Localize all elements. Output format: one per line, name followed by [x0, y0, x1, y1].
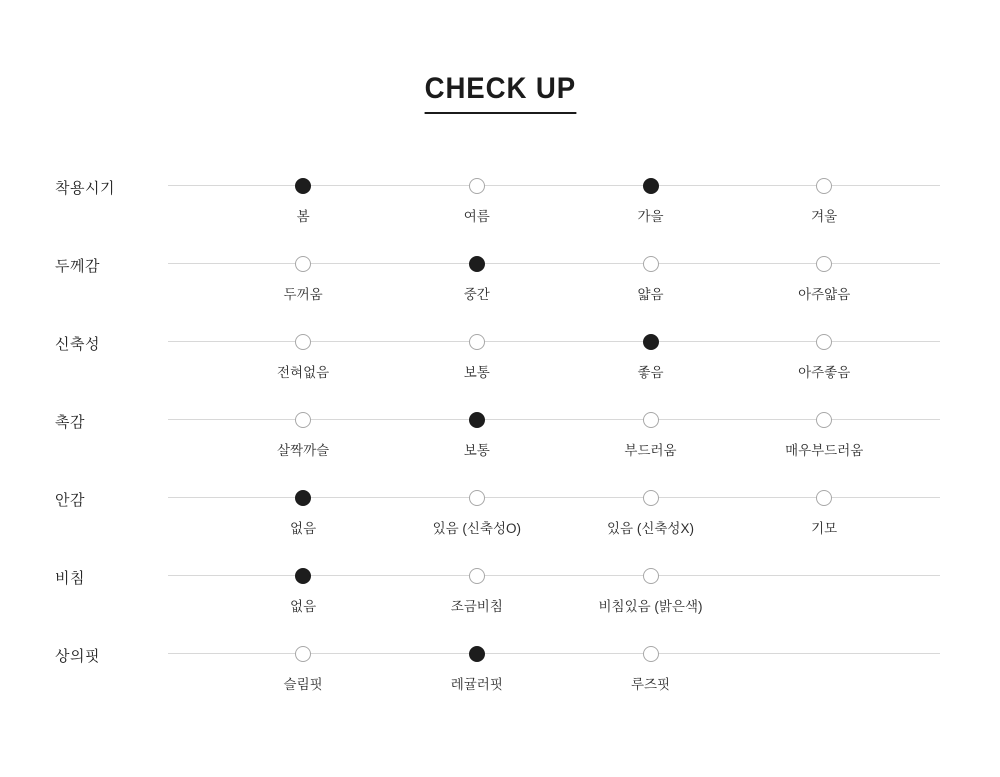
option-item[interactable] — [397, 394, 557, 459]
option-label: 조금비침 — [450, 599, 503, 614]
option-item[interactable] — [571, 628, 731, 693]
option-dot-icon[interactable] — [295, 256, 311, 272]
row-options — [168, 472, 940, 550]
row-label: 안감 — [55, 492, 85, 509]
option-dot-icon[interactable] — [816, 256, 832, 272]
option-item[interactable] — [223, 316, 383, 381]
option-item[interactable] — [744, 394, 904, 459]
option-item[interactable] — [571, 472, 731, 537]
option-label: 없음 — [290, 521, 317, 536]
row-label: 촉감 — [55, 414, 85, 431]
check-up-row — [0, 394, 1000, 472]
row-options — [168, 160, 940, 238]
option-dot-selected-icon[interactable] — [643, 178, 659, 194]
option-label: 매우부드러움 — [785, 443, 864, 458]
option-label: 여름 — [463, 209, 490, 224]
option-label: 가을 — [637, 209, 664, 224]
option-item[interactable] — [571, 316, 731, 381]
option-dot-icon[interactable] — [643, 490, 659, 506]
row-label: 두께감 — [55, 258, 100, 275]
option-label: 봄 — [296, 209, 310, 224]
option-dot-icon[interactable] — [643, 256, 659, 272]
option-dot-icon[interactable] — [469, 568, 485, 584]
row-label: 신축성 — [55, 336, 100, 353]
option-dot-selected-icon[interactable] — [643, 334, 659, 350]
option-dot-icon[interactable] — [295, 412, 311, 428]
option-item[interactable] — [223, 472, 383, 537]
option-item[interactable] — [397, 238, 557, 303]
row-options — [168, 316, 940, 394]
option-item[interactable] — [571, 394, 731, 459]
row-options — [168, 628, 940, 706]
option-item[interactable] — [397, 550, 557, 615]
option-item[interactable] — [744, 316, 904, 381]
option-label: 좋음 — [637, 365, 664, 380]
option-dot-selected-icon[interactable] — [295, 490, 311, 506]
option-item[interactable] — [571, 160, 731, 225]
option-dot-icon[interactable] — [816, 412, 832, 428]
row-label: 상의핏 — [55, 648, 100, 665]
option-label: 레귤러핏 — [450, 677, 503, 692]
row-options — [168, 550, 940, 628]
check-up-rows — [0, 160, 1000, 706]
option-dot-icon[interactable] — [469, 490, 485, 506]
option-label: 겨울 — [811, 209, 838, 224]
check-up-row — [0, 628, 1000, 706]
option-item[interactable] — [744, 160, 904, 225]
option-dot-selected-icon[interactable] — [295, 178, 311, 194]
option-dot-icon[interactable] — [469, 178, 485, 194]
option-label: 중간 — [463, 287, 490, 302]
option-item[interactable] — [744, 472, 904, 537]
option-label: 얇음 — [637, 287, 664, 302]
option-item[interactable] — [223, 550, 383, 615]
check-up-row — [0, 550, 1000, 628]
option-item[interactable] — [223, 238, 383, 303]
option-item[interactable] — [571, 550, 731, 615]
option-dot-icon[interactable] — [643, 568, 659, 584]
check-up-row — [0, 316, 1000, 394]
option-dot-selected-icon[interactable] — [295, 568, 311, 584]
option-item[interactable] — [223, 394, 383, 459]
option-label: 비침있음 (밝은색) — [598, 599, 703, 614]
option-label: 전혀없음 — [277, 365, 330, 380]
check-up-row — [0, 160, 1000, 238]
option-label: 슬림핏 — [283, 677, 323, 692]
check-up-row — [0, 472, 1000, 550]
row-label: 비침 — [55, 570, 85, 587]
option-label: 아주얇음 — [798, 287, 851, 302]
row-options — [168, 238, 940, 316]
option-label: 없음 — [290, 599, 317, 614]
option-item[interactable] — [397, 628, 557, 693]
option-label: 두꺼움 — [283, 287, 323, 302]
check-up-row — [0, 238, 1000, 316]
page-title — [0, 72, 1000, 114]
option-dot-icon[interactable] — [469, 334, 485, 350]
option-label: 부드러움 — [624, 443, 677, 458]
option-dot-icon[interactable] — [643, 646, 659, 662]
option-item[interactable] — [223, 160, 383, 225]
option-item[interactable] — [223, 628, 383, 693]
option-label: 있음 (신축성X) — [607, 521, 694, 536]
option-dot-selected-icon[interactable] — [469, 646, 485, 662]
option-dot-icon[interactable] — [816, 490, 832, 506]
option-dot-icon[interactable] — [295, 646, 311, 662]
page-title-text: CHECK UP — [424, 72, 576, 114]
option-dot-icon[interactable] — [643, 412, 659, 428]
row-options — [168, 394, 940, 472]
option-dot-icon[interactable] — [816, 178, 832, 194]
row-label: 착용시기 — [55, 180, 115, 197]
option-label: 있음 (신축성O) — [432, 521, 522, 536]
option-label: 아주좋음 — [798, 365, 851, 380]
option-item[interactable] — [744, 238, 904, 303]
option-dot-selected-icon[interactable] — [469, 256, 485, 272]
option-dot-icon[interactable] — [295, 334, 311, 350]
option-label: 보통 — [463, 443, 490, 458]
option-label: 살짝까슬 — [277, 443, 330, 458]
option-item[interactable] — [397, 316, 557, 381]
option-label: 보통 — [463, 365, 490, 380]
option-item[interactable] — [397, 160, 557, 225]
option-label: 루즈핏 — [630, 677, 671, 692]
option-item[interactable] — [397, 472, 557, 537]
option-label: 기모 — [811, 521, 838, 536]
option-dot-selected-icon[interactable] — [469, 412, 485, 428]
option-dot-icon[interactable] — [816, 334, 832, 350]
option-item[interactable] — [571, 238, 731, 303]
